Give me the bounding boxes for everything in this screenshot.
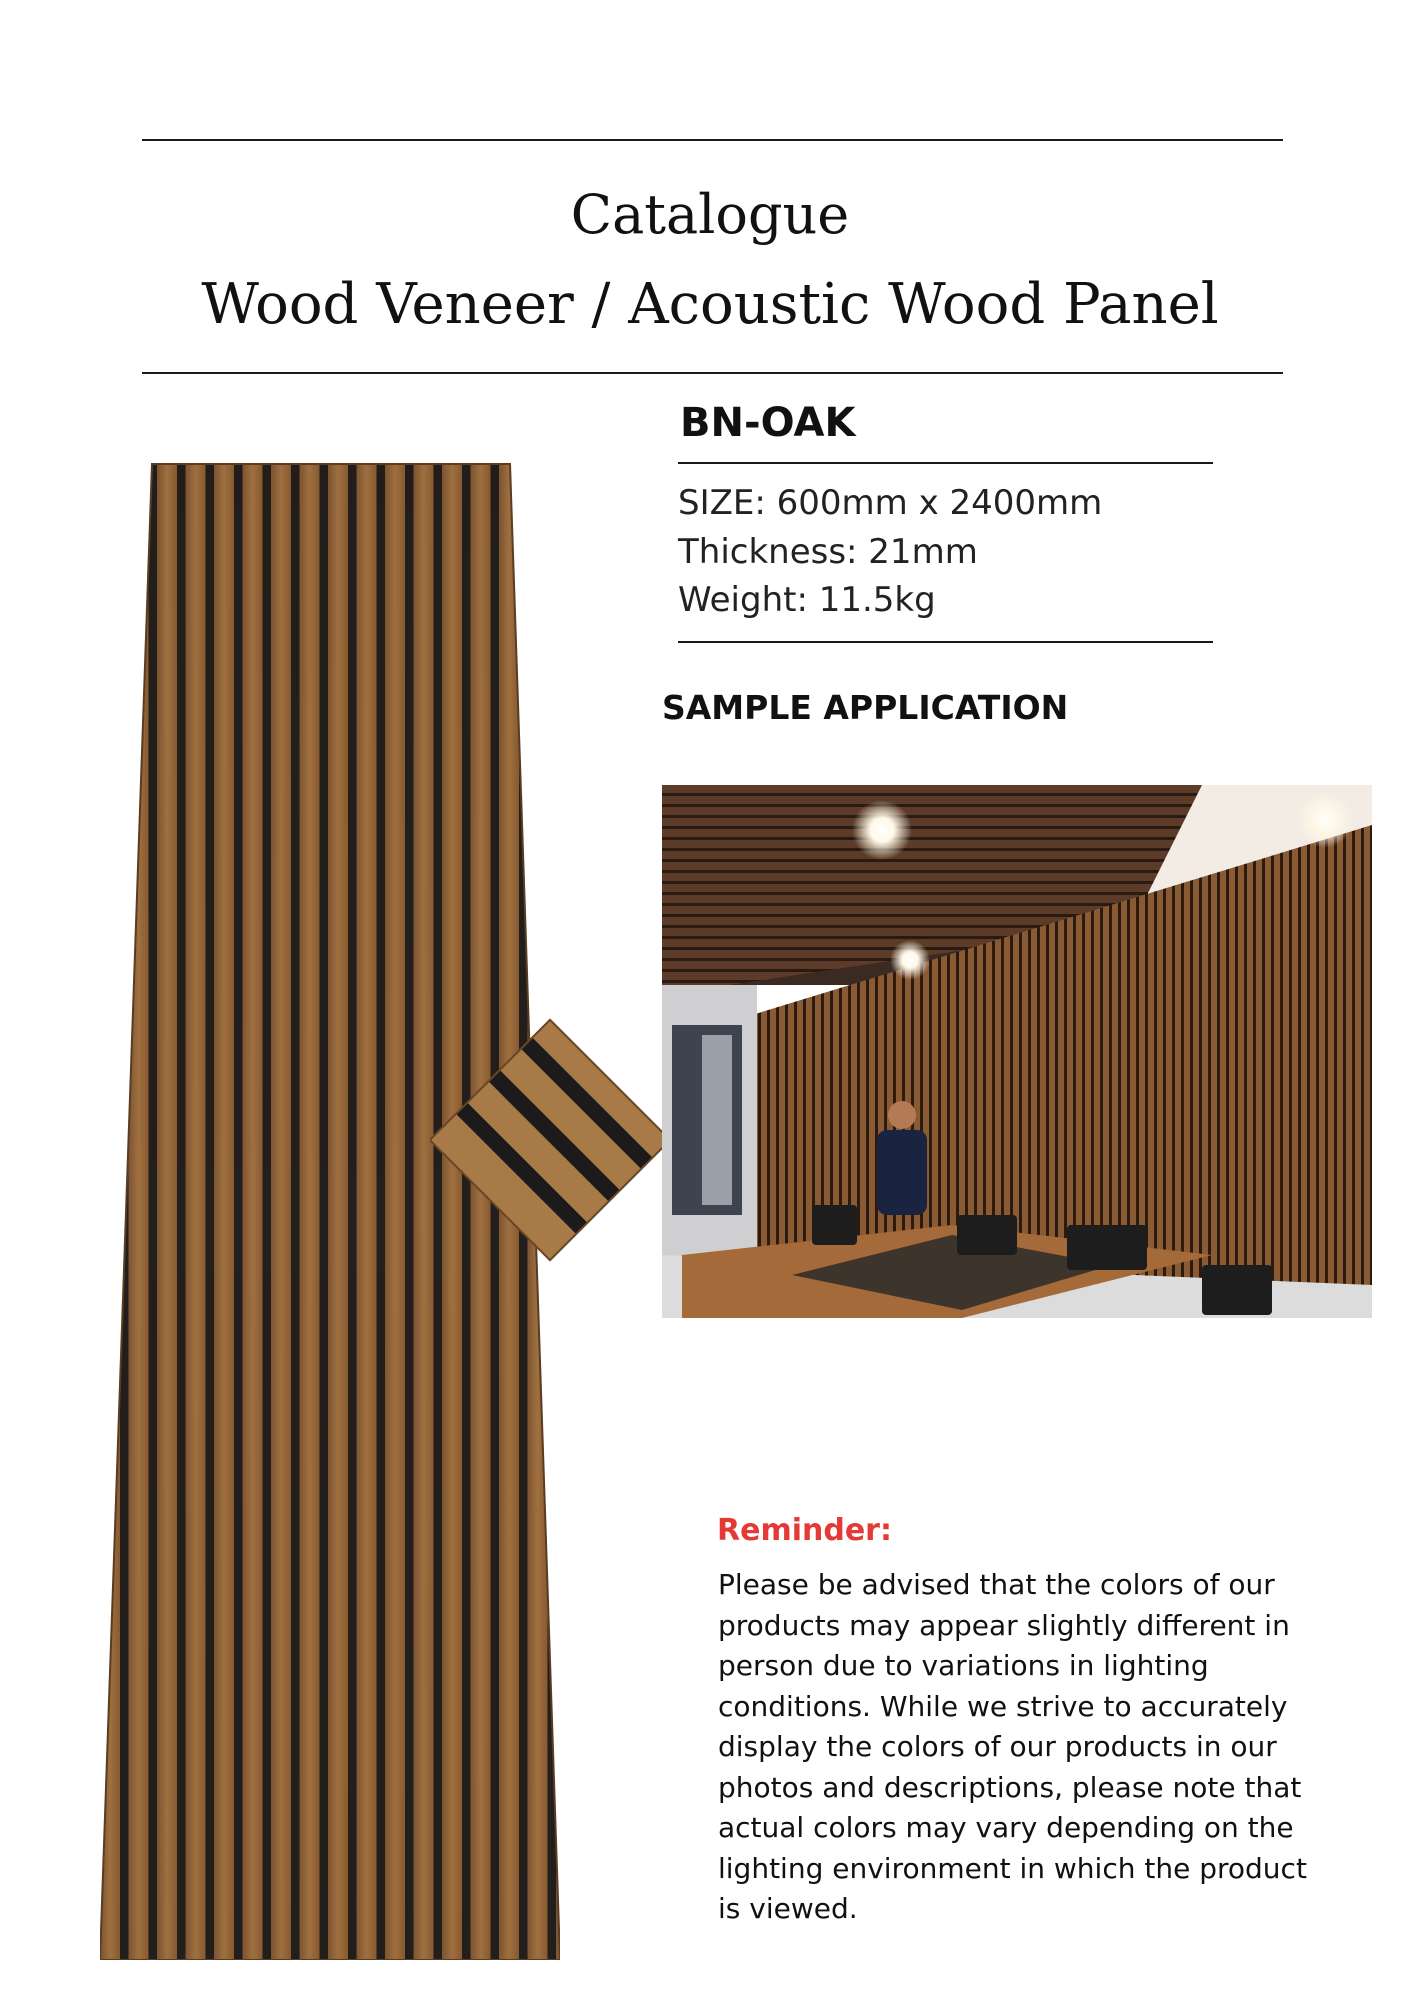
catalogue-title: Catalogue (570, 183, 850, 246)
product-code-rule (678, 462, 1213, 464)
sample-application-photo (662, 785, 1372, 1318)
spec-bottom-rule (678, 641, 1213, 643)
header-bottom-rule (142, 372, 1283, 374)
reminder-text: Please be advised that the colors of our products may appear slightly different in person due to variations in lighting conditions. While we strive to accurately display the colors of our products in our photos and descriptions, please note that actual colors may vary depending on the lighting environment in which the product is viewed. (718, 1568, 1307, 1925)
product-line-title: Wood Veneer / Acoustic Wood Panel (201, 272, 1219, 337)
spec-size: SIZE: 600mm x 2400mm (678, 483, 1103, 523)
product-code: BN-OAK (680, 400, 856, 446)
header-top-rule (142, 139, 1283, 141)
sample-application-heading: SAMPLE APPLICATION (662, 688, 1069, 727)
reminder-title: Reminder: (717, 1513, 892, 1548)
spec-thickness: Thickness: 21mm (678, 532, 978, 572)
spec-weight: Weight: 11.5kg (678, 580, 936, 620)
panel-closeup-tile (430, 1000, 670, 1280)
